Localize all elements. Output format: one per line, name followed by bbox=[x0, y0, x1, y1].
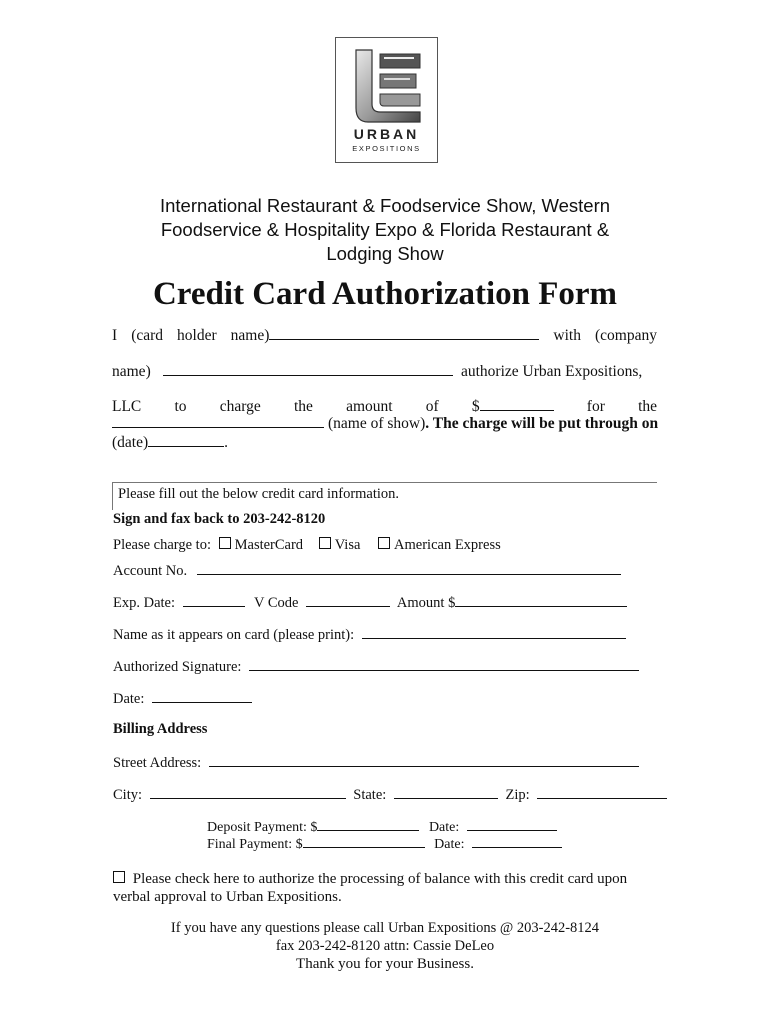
intro-word: charge bbox=[219, 398, 261, 415]
intro-word: LLC bbox=[112, 398, 142, 415]
intro-line-1 bbox=[112, 327, 657, 345]
deposit-payment-row bbox=[207, 818, 557, 836]
date-row bbox=[113, 690, 252, 708]
deposit-payment-label: Deposit Payment: $ bbox=[207, 820, 318, 835]
deposit-date-field[interactable] bbox=[467, 818, 557, 831]
final-payment-field[interactable] bbox=[303, 835, 425, 848]
footer-contact: If you have any questions please call Urban Expositions @ 203-242-8124 bbox=[170, 920, 600, 936]
authorize-checkbox-icon[interactable] bbox=[113, 871, 125, 883]
final-payment-row bbox=[207, 835, 562, 853]
logo-brand-sub: EXPOSITIONS bbox=[352, 144, 421, 153]
v-code-field[interactable] bbox=[306, 594, 390, 607]
card-holder-name-blank[interactable] bbox=[269, 327, 539, 340]
footer-fax: fax 203-242-8120 attn: Cassie DeLeo bbox=[275, 938, 495, 954]
date-blank[interactable] bbox=[148, 434, 224, 447]
form-instruction: Please fill out the below credit card information. bbox=[118, 486, 400, 502]
intro-line-5 bbox=[112, 434, 228, 452]
intro-word: name) bbox=[112, 363, 151, 380]
intro-word: (date) bbox=[112, 434, 149, 451]
final-payment-label: Final Payment: $ bbox=[207, 837, 303, 852]
deposit-payment-field[interactable] bbox=[317, 818, 419, 831]
intro-word: . bbox=[224, 434, 229, 451]
amount-label: Amount $ bbox=[396, 595, 456, 611]
visa-option[interactable] bbox=[319, 537, 361, 553]
v-code-label: V Code bbox=[254, 595, 299, 611]
intro-word: the bbox=[638, 398, 657, 415]
show-title-line: Lodging Show bbox=[326, 243, 444, 264]
zip-field[interactable] bbox=[537, 786, 667, 799]
final-date-label: Date: bbox=[434, 837, 465, 852]
zip-label: Zip: bbox=[505, 787, 530, 803]
intro-word: holder bbox=[177, 327, 217, 344]
intro-word: name) bbox=[230, 327, 270, 344]
street-label: Street Address: bbox=[113, 755, 202, 771]
street-row bbox=[113, 754, 639, 772]
state-label: State: bbox=[353, 787, 387, 803]
fax-instruction: Sign and fax back to 203-242-8120 bbox=[113, 511, 326, 527]
form-title: Credit Card Authorization Form bbox=[152, 276, 618, 312]
authorize-row bbox=[113, 871, 627, 888]
company-name-blank[interactable] bbox=[163, 363, 453, 376]
intro-word: to bbox=[174, 398, 187, 415]
date-field[interactable] bbox=[152, 690, 252, 703]
city-field[interactable] bbox=[150, 786, 346, 799]
account-no-row bbox=[113, 562, 621, 580]
signature-field[interactable] bbox=[249, 658, 639, 671]
name-on-card-field[interactable] bbox=[362, 626, 626, 639]
amex-option[interactable] bbox=[378, 537, 501, 553]
account-no-label: Account No. bbox=[113, 563, 188, 579]
intro-word: for bbox=[586, 398, 605, 415]
signature-row bbox=[113, 658, 639, 676]
city-state-zip-row bbox=[113, 786, 667, 804]
date-label: Date: bbox=[113, 691, 145, 707]
intro-word: (card bbox=[131, 327, 164, 344]
mastercard-option[interactable] bbox=[219, 537, 303, 553]
intro-word: the bbox=[293, 398, 313, 415]
intro-word: (name of show) bbox=[328, 415, 426, 432]
logo-brand-name: URBAN bbox=[353, 126, 420, 142]
billing-address-heading: Billing Address bbox=[113, 721, 208, 737]
footer-thanks: Thank you for your Business. bbox=[296, 956, 474, 972]
visa-label: Visa bbox=[334, 537, 361, 553]
intro-word: (company bbox=[595, 327, 657, 344]
intro-line-3 bbox=[112, 398, 657, 416]
show-title-line: International Restaurant & Foodservice Show, Western bbox=[159, 195, 611, 216]
city-label: City: bbox=[113, 787, 143, 803]
section-divider bbox=[112, 482, 657, 483]
intro-word: amount bbox=[346, 398, 393, 415]
intro-line-2-end: authorize Urban Expositions, bbox=[461, 363, 643, 380]
logo-mark-icon bbox=[350, 46, 424, 126]
intro-word: I bbox=[112, 327, 118, 344]
card-holder-name-group bbox=[231, 327, 540, 345]
exp-date-label: Exp. Date: bbox=[113, 595, 176, 611]
authorize-text: Please check here to authorize the processing of balance with this credit card upon bbox=[132, 871, 628, 887]
amount-field[interactable] bbox=[455, 594, 627, 607]
signature-label: Authorized Signature: bbox=[113, 659, 242, 675]
final-date-field[interactable] bbox=[472, 835, 562, 848]
urban-expositions-logo bbox=[335, 37, 438, 163]
amex-label: American Express bbox=[394, 537, 501, 553]
amex-checkbox-icon[interactable] bbox=[378, 537, 390, 549]
intro-word: . The charge will be put through on bbox=[425, 415, 659, 432]
street-field[interactable] bbox=[209, 754, 639, 767]
visa-checkbox-icon[interactable] bbox=[319, 537, 331, 549]
intro-line-2 bbox=[112, 363, 461, 381]
state-field[interactable] bbox=[394, 786, 498, 799]
show-title bbox=[120, 194, 650, 266]
charge-to-label: Please charge to: bbox=[113, 537, 211, 553]
name-on-card-label: Name as it appears on card (please print): bbox=[113, 627, 355, 643]
account-no-field[interactable] bbox=[197, 562, 621, 575]
name-on-card-row bbox=[113, 626, 626, 644]
exp-row bbox=[113, 594, 627, 612]
section-divider-side bbox=[112, 482, 113, 510]
intro-line-4 bbox=[112, 415, 658, 433]
authorize-text-2: verbal approval to Urban Expositions. bbox=[113, 889, 342, 905]
exp-date-field[interactable] bbox=[183, 594, 245, 607]
mastercard-checkbox-icon[interactable] bbox=[219, 537, 231, 549]
show-name-blank[interactable] bbox=[112, 415, 324, 428]
intro-word: $ bbox=[471, 398, 480, 415]
amount-group bbox=[472, 398, 554, 416]
deposit-date-label: Date: bbox=[428, 820, 460, 835]
amount-blank[interactable] bbox=[480, 398, 554, 411]
mastercard-label: MasterCard bbox=[234, 537, 304, 553]
intro-word: with bbox=[553, 327, 581, 344]
intro-word: of bbox=[425, 398, 439, 415]
charge-to-row bbox=[113, 537, 501, 554]
show-title-line: Foodservice & Hospitality Expo & Florida Restaurant & bbox=[160, 219, 610, 240]
